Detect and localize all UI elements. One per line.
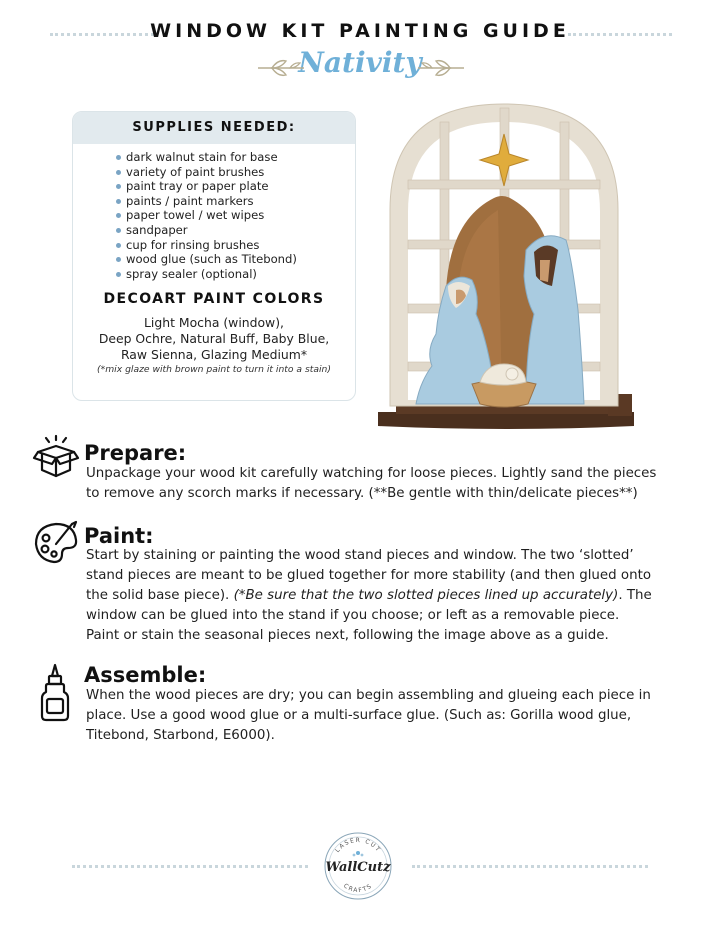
paint-line — [86, 586, 676, 606]
box-icon — [32, 432, 80, 480]
prepare-line: to remove any scorch marks if necessary. (**Be gentle with thin/delicate pieces**) — [86, 486, 638, 501]
sprig-left-icon — [256, 58, 306, 78]
assemble-line: Titebond, Starbond, E6000). — [86, 728, 275, 743]
supply-item: wood glue (such as Titebond) — [126, 252, 355, 267]
wallcutz-logo — [322, 830, 394, 902]
supplies-heading: SUPPLIES NEEDED: — [73, 112, 355, 144]
supply-item: variety of paint brushes — [126, 165, 355, 180]
paint-line: Paint or stain the seasonal pieces next, following the image above as a guide. — [86, 628, 609, 643]
prepare-text — [86, 464, 676, 504]
paint-colors-line: Deep Ochre, Natural Buff, Baby Blue, — [98, 331, 330, 347]
logo-top-text: LASER CUT — [333, 836, 382, 854]
footer-rule-left — [72, 865, 308, 868]
page-subtitle: Nativity — [298, 46, 422, 79]
paint-line: stand pieces are meant to be glued together for more stability (and then glued onto — [86, 568, 652, 583]
supply-item: cup for rinsing brushes — [126, 238, 355, 253]
assemble-text — [86, 686, 676, 746]
paint-colors-note: (*mix glaze with brown paint to turn it into a stain) — [97, 364, 331, 376]
paint-colors-heading: DECOART PAINT COLORS — [103, 291, 325, 308]
supply-item: paint tray or paper plate — [126, 179, 355, 194]
supplies-list — [73, 150, 355, 281]
assemble-line: place. Use a good wood glue or a multi-surface glue. (Such as: Gorilla wood glue, — [86, 708, 632, 723]
paint-palette-icon — [32, 518, 80, 566]
supply-item: paper towel / wet wipes — [126, 208, 355, 223]
paint-text — [86, 546, 676, 646]
nativity-kit-image — [376, 100, 636, 432]
glue-bottle-icon — [38, 662, 72, 722]
assemble-line: When the wood pieces are dry; you can begin assembling and glueing each piece in — [86, 688, 651, 703]
page-title: WINDOW KIT PAINTING GUIDE — [150, 20, 570, 42]
paint-colors-line: Light Mocha (window), — [144, 315, 284, 331]
supply-item: sandpaper — [126, 223, 355, 238]
paint-line-text: the solid base piece). — [86, 588, 234, 603]
assemble-heading: Assemble: — [84, 663, 207, 687]
paint-colors-line: Raw Sienna, Glazing Medium* — [120, 347, 308, 363]
logo-bottom-text: CRAFTS — [342, 882, 374, 895]
footer-rule-right — [412, 865, 648, 868]
supplies-panel — [72, 111, 356, 401]
prepare-heading: Prepare: — [84, 441, 187, 465]
supply-item: paints / paint markers — [126, 194, 355, 209]
logo-wordmark: WallCutz — [325, 860, 391, 875]
paint-heading: Paint: — [84, 524, 154, 548]
supply-item: dark walnut stain for base — [126, 150, 355, 165]
prepare-line: Unpackage your wood kit carefully watching for loose pieces. Lightly sand the pieces — [86, 466, 657, 481]
paint-line-text: . The — [618, 588, 652, 603]
paint-line-emphasis: (*Be sure that the two slotted pieces lined up accurately) — [233, 588, 619, 603]
paint-colors-list — [73, 315, 355, 363]
sprig-right-icon — [416, 58, 466, 78]
supply-item: spray sealer (optional) — [126, 267, 355, 282]
paint-line: window can be glued into the stand if you choose; or left as a removable piece. — [86, 608, 620, 623]
paint-line: Start by staining or painting the wood stand pieces and window. The two ‘slotted’ — [86, 548, 634, 563]
